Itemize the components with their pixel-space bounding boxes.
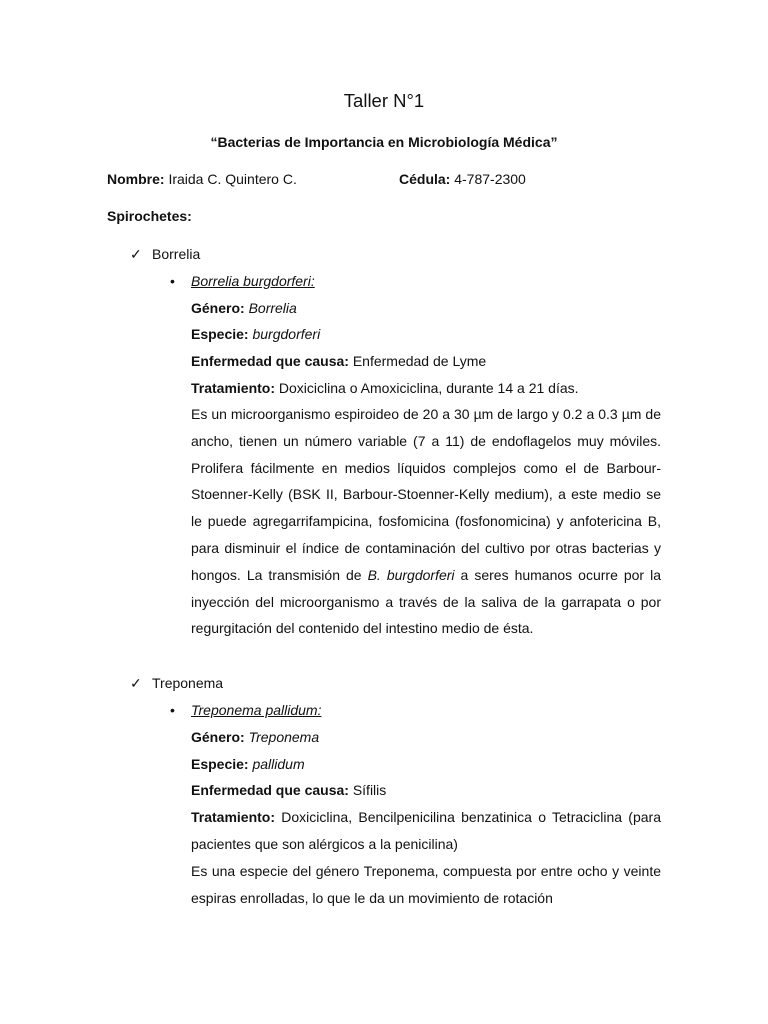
tratamiento-label: Tratamiento: — [191, 809, 276, 825]
description-text: Es un microorganismo espiroideo de 20 a 30 µm de largo y 0.2 a 0.3 µm de ancho, tienen un número variable (7 a 11) de endoflagelos muy móviles. Prolifera fácilmente en medios líquidos complejos como el de Barbour-Stoenner-Kelly (BSK II, Barbour-Stoenner-Kelly medium), a este medio se le puede agregarrifampicina, fosfomicina (fosfonomicina) y anfotericina B, para disminuir el índice de contaminación del cultivo por otras bacterias y hongos. La transmisión de — [191, 406, 661, 583]
especie-value: burgdorferi — [248, 326, 321, 342]
description-text: Es una especie del género Treponema, compuesta por entre ocho y veinte espiras enrolladas, lo que le da un movimiento de rotación — [191, 863, 661, 906]
checkmark-icon: ✓ — [130, 675, 142, 691]
description-italic-term: B. burgdorferi — [367, 566, 455, 583]
enfermedad-value: Enfermedad de Lyme — [348, 353, 487, 369]
especie-label: Especie: — [191, 326, 249, 342]
enfermedad-borrelia — [191, 350, 486, 372]
description-treponema — [191, 858, 661, 912]
section-title: Spirochetes: — [107, 208, 192, 224]
bullet-icon: • — [170, 273, 175, 289]
description-borrelia — [191, 401, 661, 642]
enfermedad-treponema — [191, 779, 386, 801]
name-value: Iraida C. Quintero C. — [164, 171, 297, 187]
id-label: Cédula: — [399, 171, 451, 187]
enfermedad-label: Enfermedad que causa: — [191, 353, 349, 369]
bullet-icon: • — [170, 702, 175, 718]
genero-value: Borrelia — [244, 300, 297, 316]
especie-value: pallidum — [248, 756, 305, 772]
genero-borrelia — [191, 297, 297, 319]
enfermedad-value: Sífilis — [348, 782, 387, 798]
genero-label: Género: — [191, 300, 245, 316]
student-name — [107, 168, 297, 190]
name-label: Nombre: — [107, 171, 165, 187]
genero-treponema — [191, 726, 319, 748]
especie-treponema — [191, 753, 305, 775]
tratamiento-label: Tratamiento: — [191, 380, 276, 396]
species-name-treponema: Treponema pallidum: — [191, 702, 322, 718]
genero-label: Género: — [191, 729, 245, 745]
page-title: Taller N°1 — [343, 90, 425, 111]
genus-heading-treponema: Treponema — [152, 675, 224, 691]
document-subtitle: “Bacterias de Importancia en Microbiología Médica” — [210, 134, 558, 150]
checkmark-icon: ✓ — [130, 246, 142, 262]
genero-value: Treponema — [244, 729, 320, 745]
especie-label: Especie: — [191, 756, 249, 772]
species-name-borrelia: Borrelia burgdorferi: — [191, 273, 315, 289]
genus-heading-borrelia: Borrelia — [152, 246, 201, 262]
enfermedad-label: Enfermedad que causa: — [191, 782, 349, 798]
especie-borrelia — [191, 323, 320, 345]
tratamiento-value: Doxiciclina o Amoxiciclina, durante 14 a 21 días. — [275, 380, 579, 396]
tratamiento-borrelia — [191, 377, 579, 399]
id-value: 4-787-2300 — [450, 171, 526, 187]
student-id — [399, 168, 526, 190]
tratamiento-value: Doxiciclina, Bencilpenicilina benzatinica o Tetraciclina (para pacientes que son alérgicos a la penicilina) — [191, 809, 661, 852]
tratamiento-treponema — [191, 804, 661, 858]
description-text-end: a seres humanos ocurre por la inyección del microorganismo a través de la saliva de la garrapata o por regurgitación del contenido del intestino medio de ésta. — [191, 566, 662, 637]
